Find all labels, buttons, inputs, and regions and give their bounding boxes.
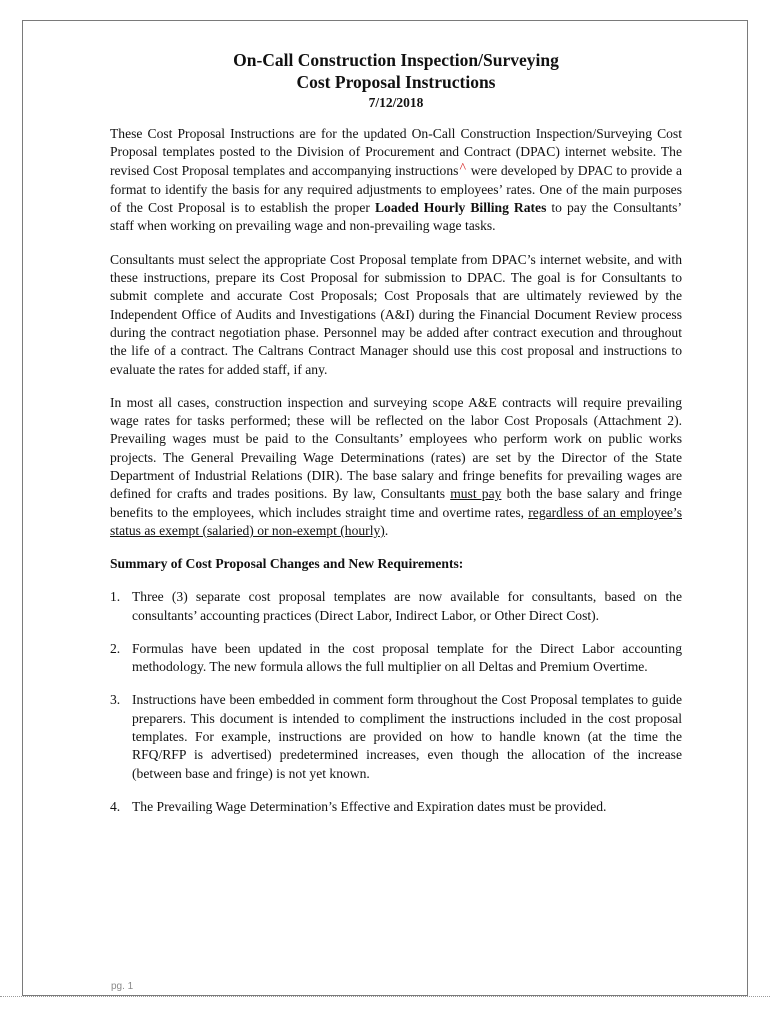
loaded-rates-bold: Loaded Hourly Billing Rates xyxy=(374,200,547,216)
title-line-2: Cost Proposal Instructions xyxy=(296,72,496,92)
paragraph-pw-part-a: In most all cases, construction inspection and surveying scope A&E contracts will require prevailing wage rates for tasks performed; these will be reflected on the labor Cost Proposals (Attachment 2). Prevailing wages must be paid to the Consultants’ employees who perform work on public works projects. The General Prevailing Wage Determinations (rates) are set by the Director of the State Department of Industrial Relations (DIR). The base salary and fringe benefits for prevailing wages are defined for crafts and trades positions. By law, Consultants xyxy=(110,394,682,502)
paragraph-intro-part-b: were developed by DPAC to provide a format to identify the basis for any required adjustments to employees’ rates. One of the main purposes of the Cost Proposal is to establish the proper xyxy=(110,162,682,216)
paragraph-intro xyxy=(110,125,682,236)
paragraph-prevailing-wage xyxy=(110,394,682,540)
list-item xyxy=(110,588,682,625)
document-date: 7/12/2018 xyxy=(368,95,424,110)
page-content xyxy=(110,49,682,831)
paragraph-pw-part-b: both the base salary and fringe benefits to the employees, which includes straight time and overtime rates, xyxy=(110,486,682,520)
list-item-text: Formulas have been updated in the cost proposal template for the Direct Labor accounting methodology. The new formula allows the full multiplier on all Deltas and Premium Overtime. xyxy=(132,640,682,675)
must-pay-underline: must pay xyxy=(450,486,502,502)
list-item-number: 3. xyxy=(110,692,121,708)
page-divider xyxy=(0,996,770,997)
paragraph-intro-part-a: These Cost Proposal Instructions are for the updated On-Call Construction Inspection/Surveying Cost Proposal templates posted to the Division of Procurement and Contract (DPAC) internet website. The revised Cost Proposal templates and accompanying instructions xyxy=(110,126,682,178)
list-item-number: 4. xyxy=(110,798,121,814)
paragraph-consultants: Consultants must select the appropriate Cost Proposal template from DPAC’s internet website, and with these instructions, prepare its Cost Proposal for submission to DPAC. The goal is for Consultants to submit complete and accurate Cost Proposals; Cost Proposals that are ultimately reviewed by the Independent Office of Audits and Investigations (A&I) during the Financial Document Review process during the contract negotiation phase. Personnel may be added after contract execution and throughout the life of a contract. The Caltrans Contract Manager should use this cost proposal and instructions to evaluate the rates for added staff, if any. xyxy=(110,251,682,377)
exempt-status-underline: regardless of an employee’s status as exempt (salaried) or non-exempt (hourly) xyxy=(110,504,682,538)
list-item-text: Instructions have been embedded in comment form throughout the Cost Proposal templates to guide preparers. This document is intended to compliment the instructions included in the cost proposal templates. For example, instructions are provided on how to handle known (at the time the RFQ/RFP is advertised) predetermined increases, even though the allocation of the increase (between base and fringe) is not yet known. xyxy=(132,692,682,781)
list-item-text: The Prevailing Wage Determination’s Effective and Expiration dates must be provided. xyxy=(132,798,607,814)
paragraph-pw-part-c: . xyxy=(384,522,389,538)
summary-heading: Summary of Cost Proposal Changes and New Requirements: xyxy=(110,556,464,572)
list-item-number: 1. xyxy=(110,589,121,605)
comment-caret-icon[interactable]: ^ xyxy=(459,160,467,176)
page-number: pg. 1 xyxy=(111,981,134,992)
list-item xyxy=(110,640,682,677)
document-page xyxy=(22,20,748,996)
list-item-number: 2. xyxy=(110,640,121,656)
title-line-1: On-Call Construction Inspection/Surveying xyxy=(233,50,559,70)
paragraph-intro-part-c: to pay the Consultants’ staff when working on prevailing wage and non-prevailing wage tasks. xyxy=(110,200,682,234)
list-item xyxy=(110,691,682,782)
list-item xyxy=(110,798,682,816)
list-item-text: Three (3) separate cost proposal templates are now available for consultants, based on the consultants’ accounting practices (Direct Labor, Indirect Labor, or Other Direct Cost). xyxy=(132,589,682,623)
